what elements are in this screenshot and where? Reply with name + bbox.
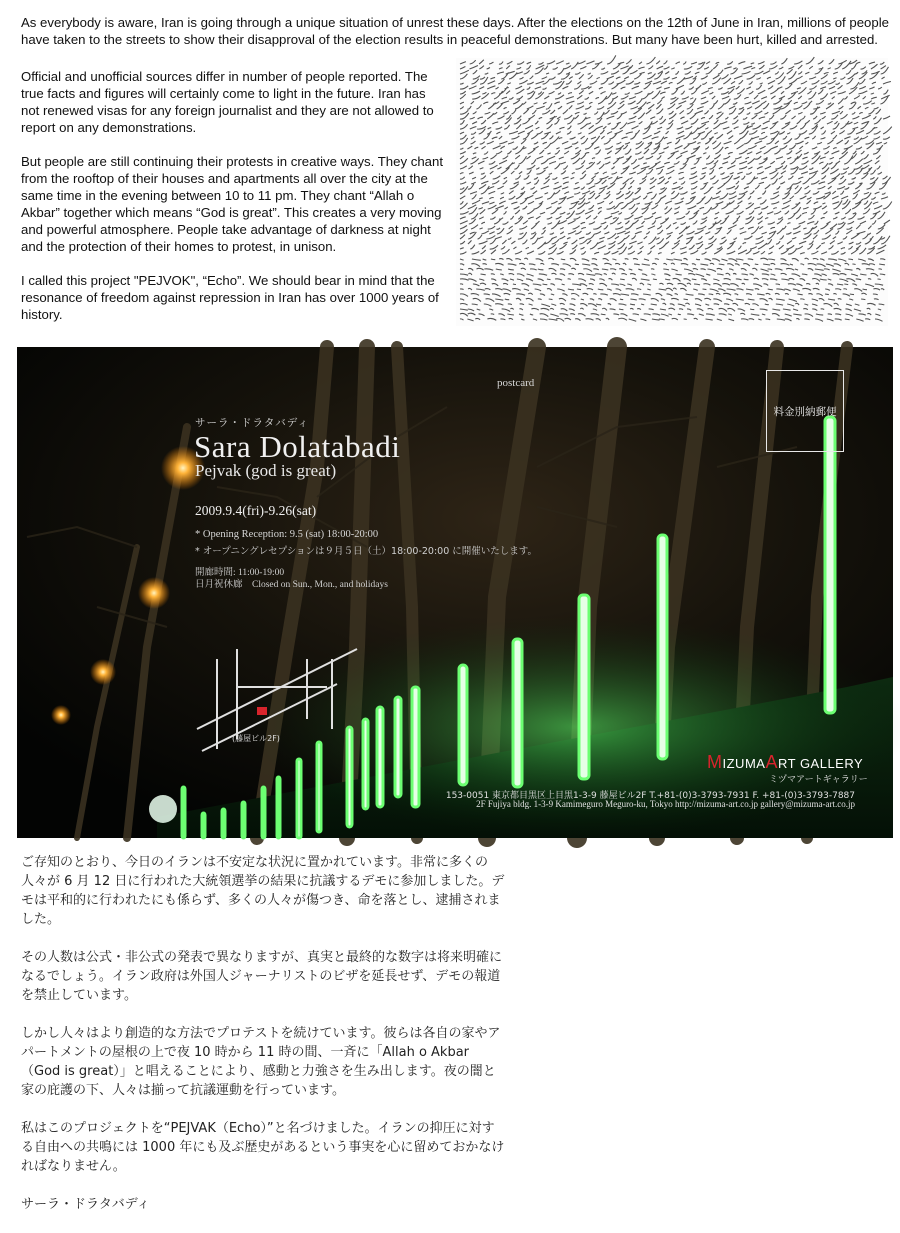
stamp-text: 料金別納郵便 [773, 406, 837, 418]
opening-reception-en: * Opening Reception: 9.5 (sat) 18:00-20:00 [195, 529, 379, 540]
gallery-name-kana: ミヅマアートギャラリー [769, 775, 868, 785]
english-paragraph: I called this project "PEJVOK", “Echo”. We should bear in mind that the resonance of freedom against repression in Iran has over 1000 years of history. [21, 273, 439, 322]
japanese-text-column [21, 853, 506, 1233]
opening-reception-ja: * オープニングレセプションは９月５日（土）18:00-20:00 に開催いたします。 [195, 546, 538, 557]
japanese-paragraph: しかし人々はより創造的な方法でプロテストを続けています。彼らは各自の家やアパートメントの屋根の上で夜 10 時から 11 時の間、一斉に「Allah o Akbar（God is great）」と唱えることにより、感動と力強さを生み出します。夜の闇と家の庇護の下、人々は揃って抗議運動を行っています。 [21, 1026, 501, 1098]
japanese-paragraph: ご存知のとおり、今日のイランは不安定な状況に置かれています。非常に多くの人々が 6 月 12 日に行われた大統領選挙の結果に抗議するデモに参加しました。デモは平和的に行われたにも係らず、多くの人々が傷つき、命を落とし、逮捕されました。 [21, 855, 505, 927]
artist-name: Sara Dolatabadi [194, 429, 401, 464]
gallery-location-map [197, 619, 357, 759]
gallery-logo-a: A [765, 752, 778, 772]
exhibition-title: Pejvak (god is great) [195, 461, 337, 480]
japanese-paragraph: その人数は公式・非公式の発表で異なりますが、真実と最終的な数字は将来明確になるでしょう。イラン政府は外国人ジャーナリストのビザを延長せず、デモの報道を禁止しています。 [21, 950, 503, 1003]
calligraphy-artwork-image [456, 58, 888, 326]
gallery-hours: 開廊時間: 11:00-19:00 [195, 568, 285, 578]
calligraphy-strokes [456, 58, 888, 326]
exhibition-postcard [17, 347, 893, 838]
english-paragraph: Official and unofficial sources differ in number of people reported. The true facts and figures will certainly come to light in the future. Iran has not renewed visas for any foreign journalist and they are not allowed to report on any demonstrations. [21, 69, 434, 135]
postage-stamp-box [766, 370, 844, 452]
signature: サーラ・ドラタバディ [21, 1197, 150, 1212]
postcard-label: postcard [497, 377, 535, 389]
gallery-logo-izuma: IZUMA [722, 756, 766, 771]
exhibition-dates: 2009.9.4(fri)-9.26(sat) [195, 503, 317, 518]
intro-paragraph: As everybody is aware, Iran is going through a unique situation of unrest these days. After the elections on the 12th of June in Iran, millions of people have taken to the streets to show their disapproval of the election results in peaceful demonstrations. But many have been hurt, killed and arrested. [21, 15, 889, 47]
calligraphy-stroke-path [460, 55, 892, 321]
english-text-column [21, 68, 446, 340]
artist-name-kana: サーラ・ドラタバディ [195, 417, 309, 429]
english-paragraph: But people are still continuing their protests in creative ways. They chant from the rooftop of their houses and apartments all over the city at the same time in the evening between 10 to 11 pm. They chant “Allah o Akbar” together which means “God is great”. This creates a very moving and powerful atmosphere. People take advantage of darkness at night and the protection of their homes to protest, in unison. [21, 154, 443, 254]
gallery-address-en: 2F Fujiya bldg. 1-3-9 Kamimeguro Meguro-ku, Tokyo http://mizuma-art.co.jp gallery@mizuma-art.co.jp [476, 799, 855, 809]
gallery-address-ja: 153-0051 東京都目黒区上目黒1-3-9 藤屋ビル2F T.+81-(0)3-3793-7931 F. +81-(0)3-3793-7887 [445, 791, 855, 801]
gallery-closed-days: 日月祝休廊 Closed on Sun., Mon., and holidays [195, 580, 388, 590]
japanese-paragraph: 私はこのプロジェクトを“PEJVAK（Echo）”と名づけました。イランの抑圧に対する自由への共鳴には 1000 年にも及ぶ歴史があるという事実を心に留めておかなければなりません。 [21, 1121, 505, 1174]
gallery-marker [257, 707, 267, 715]
gallery-logo-rest: RT GALLERY [777, 756, 864, 771]
map-building-label: (藤屋ビル2F) [232, 734, 280, 743]
gallery-logo-m: M [707, 752, 723, 772]
gallery-logo [707, 752, 863, 773]
